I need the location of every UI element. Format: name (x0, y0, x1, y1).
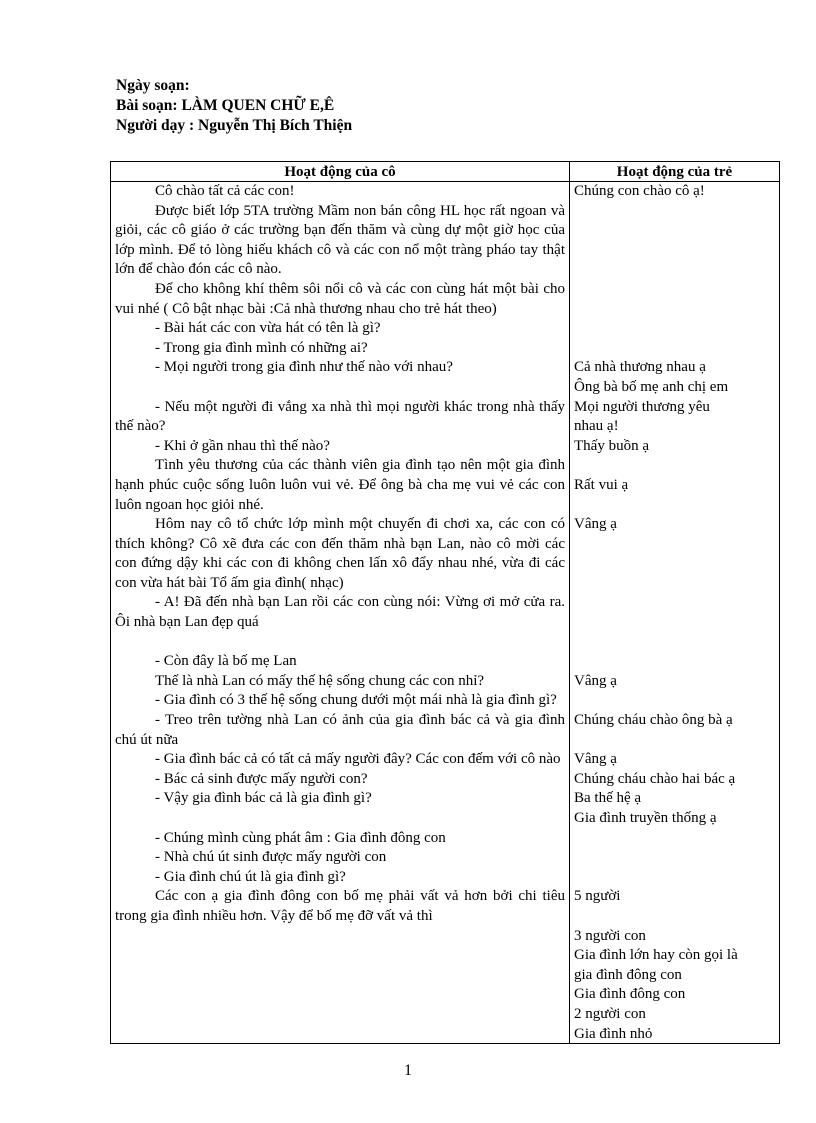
child-response-line: Ông bà bố mẹ anh chị em (574, 378, 729, 395)
teacher-paragraph: - Còn đây là bố mẹ Lan (155, 653, 297, 670)
teacher-paragraph: - Gia đình bác cả có tất cả mấy người đây? Các con đếm với cô nào (155, 751, 561, 768)
teacher-paragraph: - Nhà chú út sinh được mấy người con (155, 849, 387, 866)
child-response-line (574, 202, 775, 222)
child-response-line (574, 221, 775, 241)
child-response-line (574, 496, 775, 516)
child-response-line (574, 691, 775, 711)
teacher-paragraph: - Chúng mình cùng phát âm : Gia đình đông con (155, 829, 446, 846)
column-header-teacher: Hoạt động của cô (111, 162, 570, 182)
child-response-line: Chúng cháu chào hai bác ạ (574, 770, 736, 787)
teacher-paragraph: - A! Đã đến nhà bạn Lan rồi các con cùng nói: Vừng ơi mở cửa ra. Ôi nhà bạn Lan đẹp quá (115, 594, 565, 631)
teacher-paragraph: Các con ạ gia đình đông con bố mẹ phải vất vả hơn bởi chi tiêu trong gia đình nhiều hơn. Vậy để bố mẹ đỡ vất vả thì (115, 888, 565, 924)
teacher-paragraph: - Nếu một người đi vắng xa nhà thì mọi người khác trong nhà thấy thế nào? (115, 398, 565, 435)
teacher-paragraph: - Bác cả sinh được mấy người con? (155, 770, 368, 787)
teacher-paragraph: Cô chào tất cả các con! (155, 183, 295, 199)
page-number: 1 (404, 1062, 412, 1079)
child-response-line: 2 người con (574, 1005, 646, 1022)
table-row (111, 182, 780, 1044)
teacher-paragraph: - Gia đình có 3 thế hệ sống chung dưới một mái nhà là gia đình gì? (155, 692, 557, 709)
child-response-line: Vâng ạ (574, 516, 617, 533)
child-response-line (574, 339, 775, 359)
teacher-activity-cell (111, 182, 570, 1044)
teacher-paragraph: - Treo trên tường nhà Lan có ảnh của gia đình bác cả và gia đình chú út nữa (115, 712, 565, 748)
child-response-line: Gia đình đông con (574, 986, 686, 1003)
teacher-paragraph: - Vậy gia đình bác cả là gia đình gì? (155, 790, 372, 807)
child-response-line: Ba thế hệ ạ (574, 790, 642, 807)
teacher-paragraph: - Bài hát các con vừa hát có tên là gì? (155, 320, 381, 337)
document-header (116, 76, 352, 136)
child-response-line (574, 868, 775, 888)
teacher-paragraph: - Khi ở gần nhau thì thế nào? (155, 437, 330, 454)
child-response-line (574, 456, 775, 476)
teacher-paragraph: Tình yêu thương của các thành viên gia đình tạo nên một gia đình hạnh phúc cuộc sống luôn luôn vui vẻ. Để ông bà cha mẹ vui vẻ các con luôn ngoan học giỏi nhé. (115, 457, 565, 513)
child-response-line (574, 241, 775, 261)
teacher-paragraph (115, 378, 565, 398)
child-response-line (574, 280, 775, 300)
teacher-paragraph: - Trong gia đình mình có những ai? (155, 339, 368, 356)
child-response-line (574, 652, 775, 672)
child-response-line: Thấy buồn ạ (574, 437, 649, 454)
child-response-line (574, 848, 775, 868)
child-response-line (574, 731, 775, 751)
column-header-children: Hoạt động của trẻ (570, 162, 780, 182)
child-response-line (574, 633, 775, 653)
child-response-line: Chúng con chào cô ạ! (574, 183, 705, 199)
child-response-line: Vâng ạ (574, 672, 617, 689)
lesson-title: Bài soạn: LÀM QUEN CHỮ E,Ê (116, 97, 335, 114)
teacher-paragraph: Để cho không khí thêm sôi nổi cô và các con cùng hát một bài cho vui nhé ( Cô bật nhạc bài :Cả nhà thương nhau cho trẻ hát theo) (115, 280, 565, 317)
children-activity-text (574, 182, 775, 1043)
child-response-line (574, 554, 775, 574)
child-response-line: gia đình đông con (574, 966, 682, 983)
teacher-name: Người dạy : Nguyễn Thị Bích Thiện (116, 117, 353, 134)
child-response-line (574, 829, 775, 849)
child-response-line (574, 574, 775, 594)
child-response-line: Cả nhà thương nhau ạ (574, 359, 706, 376)
lesson-plan-table (110, 161, 780, 1044)
child-response-line: Vâng ạ (574, 751, 617, 768)
child-response-line: 5 người (574, 888, 621, 905)
teacher-paragraph: Thế là nhà Lan có mấy thế hệ sống chung các con nhỉ? (155, 672, 485, 689)
child-response-line: Gia đình lớn hay còn gọi là (574, 947, 738, 964)
child-response-line (574, 907, 775, 927)
child-response-line: Gia đình truyền thống ạ (574, 810, 717, 826)
teacher-paragraph: Được biết lớp 5TA trường Mầm non bán công HL học rất ngoan và giỏi, các cô giáo ở các trường bạn đến thăm và cùng dự một giờ học của lớp mình. Để tỏ lòng hiếu khách cô và các con nổ một tràng pháo tay thật lớn để chào đón các cô nào. (115, 202, 565, 278)
child-response-line (574, 319, 775, 339)
children-activity-cell (570, 182, 780, 1044)
child-response-line: Rất vui ạ (574, 476, 629, 493)
date-label: Ngày soạn: (116, 77, 190, 94)
child-response-line: nhau ạ! (574, 418, 619, 435)
teacher-paragraph: - Gia đình chú út là gia đình gì? (155, 868, 346, 885)
child-response-line (574, 613, 775, 633)
child-response-line: Gia đình nhỏ (574, 1025, 653, 1042)
child-response-line: Mọi người thương yêu (574, 398, 710, 415)
child-response-line: Chúng cháu chào ông bà ạ (574, 712, 733, 729)
teacher-paragraph (115, 633, 565, 653)
table-header-row (111, 162, 780, 182)
teacher-paragraph: - Mọi người trong gia đình như thế nào với nhau? (155, 359, 453, 376)
child-response-line (574, 300, 775, 320)
teacher-paragraph (115, 809, 565, 829)
child-response-line (574, 260, 775, 280)
teacher-paragraph: Hôm nay cô tổ chức lớp mình một chuyến đi chơi xa, các con có thích không? Cô xẽ đưa các con đến thăm nhà bạn Lan, nào cô mời các con đứng dậy khi các con đi không chen lấn xô đẩy nhau nhé, vừa đi các con vừa hát bài Tổ ấm gia đình( nhạc) (115, 516, 565, 591)
teacher-activity-text (115, 182, 565, 1043)
child-response-line (574, 593, 775, 613)
child-response-line (574, 535, 775, 555)
child-response-line: 3 người con (574, 927, 646, 944)
